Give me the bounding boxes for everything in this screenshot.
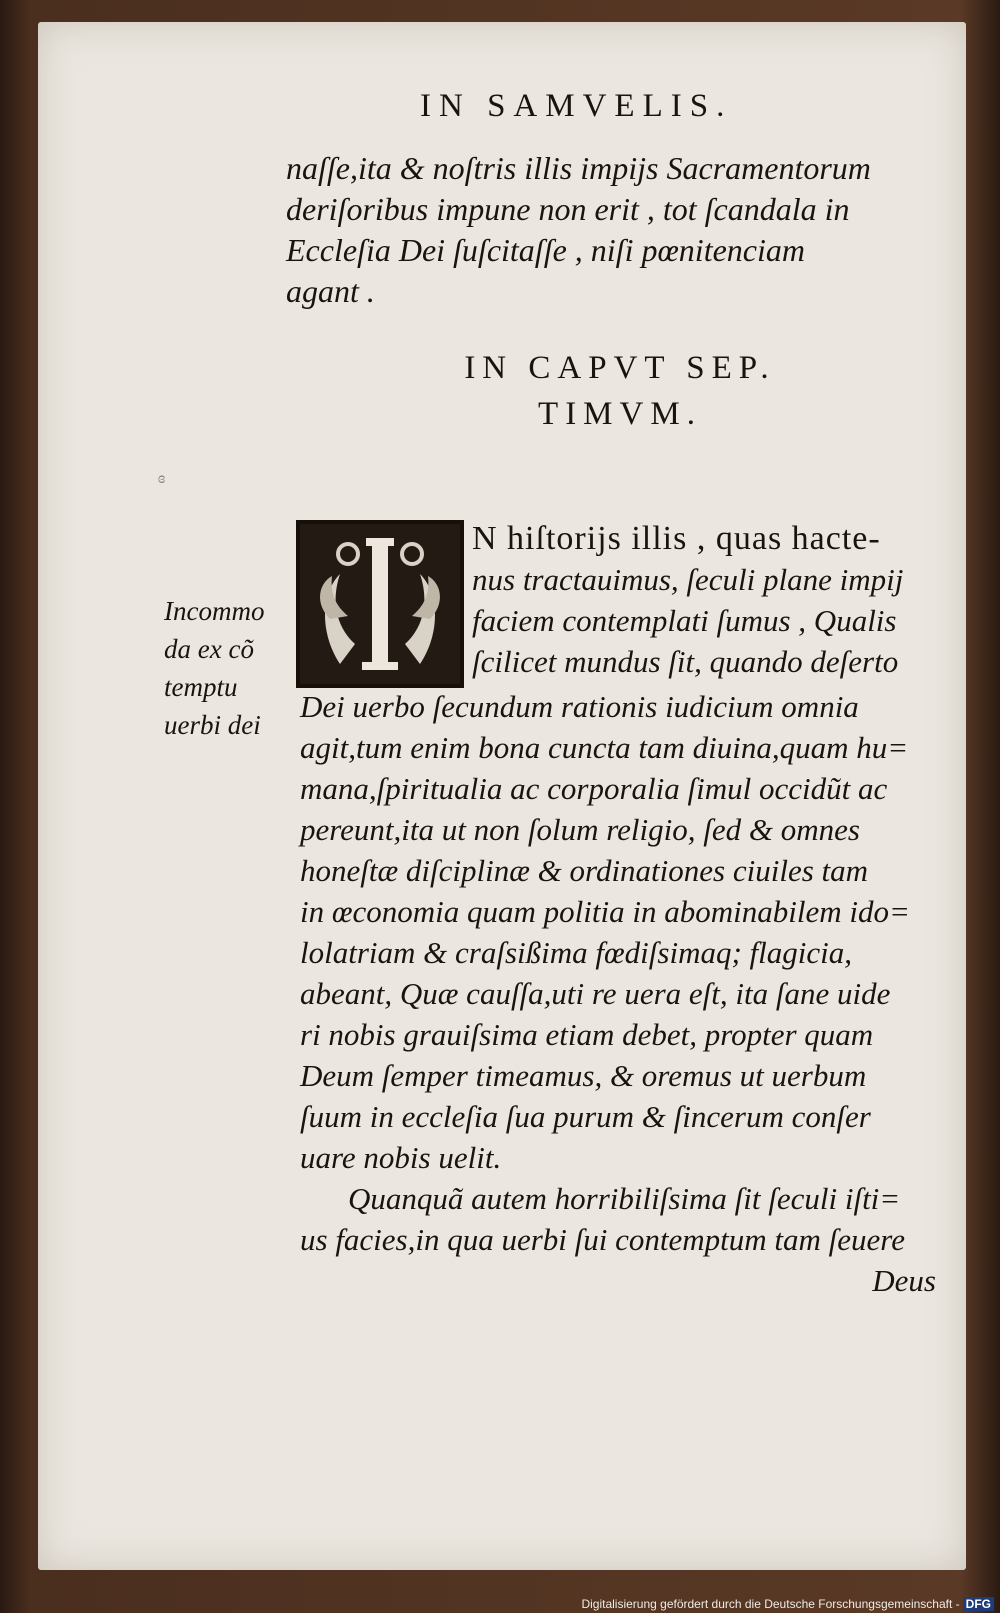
marginal-line: da ex cõ	[164, 634, 254, 664]
text-line: uare nobis uelit.	[300, 1140, 502, 1175]
lead-first-line: N hiſtorijs illis , quas hacte-	[472, 520, 881, 557]
opening-paragraph	[286, 148, 926, 312]
marginal-note	[164, 592, 292, 744]
text-line: us facies,in qua uerbi ſui contemptum tam ſeuere	[300, 1222, 905, 1257]
digitization-credit	[581, 1597, 994, 1611]
main-paragraph	[300, 686, 936, 1301]
dfg-logo: DFG	[963, 1597, 994, 1611]
lead-paragraph	[472, 518, 936, 682]
text-line: Dei uerbo ſecundum rationis iudicium omnia	[300, 689, 859, 724]
text-line: faciem contemplati ſumus , Qualis	[472, 603, 897, 638]
text-line: agant .	[286, 273, 375, 309]
text-line: nus tractauimus, ſeculi plane impij	[472, 562, 904, 597]
marginal-line: Incommo	[164, 596, 265, 626]
stray-mark: ɞ	[158, 470, 166, 487]
text-line: honeſtæ diſciplinæ & ordinationes ciuiles tam	[300, 853, 869, 888]
text-line: lolatriam & craſsißima fœdiſsimaq; flagicia,	[300, 935, 852, 970]
text-line: ſcilicet mundus ſit, quando deſerto	[472, 644, 899, 679]
text-line: in œconomia quam politia in abominabilem ido=	[300, 894, 910, 929]
text-line: pereunt,ita ut non ſolum religio, ſed & omnes	[300, 812, 860, 847]
text-line: Deum ſemper timeamus, & oremus ut uerbum	[300, 1058, 867, 1093]
text-line: mana,ſpiritualia ac corporalia ſimul occidũt ac	[300, 771, 888, 806]
chapter-heading-line-2: TIMVM.	[538, 396, 702, 432]
text-line: naſſe,ita & noſtris illis impijs Sacramentorum	[286, 150, 871, 186]
text-line: Quanquã autem horribiliſsima ſit ſeculi iſti=	[348, 1181, 901, 1216]
text-line: ſuum in eccleſia ſua purum & ſincerum conſer	[300, 1099, 871, 1134]
marginal-line: temptu	[164, 672, 238, 702]
running-head: IN SAMVELIS.	[420, 88, 733, 124]
text-line: abeant, Quæ cauſſa,uti re uera eſt, ita ſane uide	[300, 976, 891, 1011]
decorated-initial-letter	[296, 520, 464, 688]
text-line: Eccleſia Dei ſuſcitaſſe , niſi pœnitenciam	[286, 232, 805, 268]
credit-text: Digitalisierung gefördert durch die Deutsche Forschungsgemeinschaft -	[581, 1597, 960, 1611]
chapter-heading-line-1: IN CAPVT SEP.	[464, 350, 776, 386]
marginal-line: uerbi dei	[164, 710, 261, 740]
text-line: agit,tum enim bona cuncta tam diuina,quam hu=	[300, 730, 909, 765]
foliage-ornament-icon	[300, 524, 460, 684]
chapter-heading	[300, 345, 940, 437]
text-line: deriſoribus impune non erit , tot ſcandala in	[286, 191, 850, 227]
catchword: Deus	[872, 1263, 936, 1298]
text-line: ri nobis grauiſsima etiam debet, propter quam	[300, 1017, 874, 1052]
